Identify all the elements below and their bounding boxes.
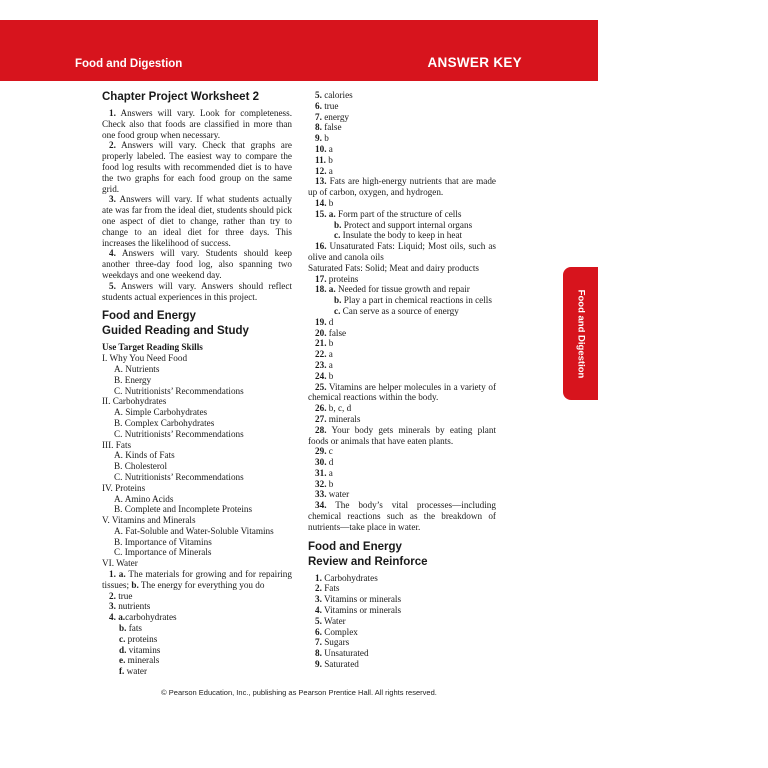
answer-item-text: b [328, 154, 333, 165]
answer-item [308, 479, 496, 490]
answer-14: 14. b [315, 197, 334, 208]
review-item [308, 648, 496, 659]
answer-item [308, 446, 496, 457]
review-item-num: 4. [315, 605, 322, 616]
worksheet-item-text: Answers will vary. If what students actually ate was far from the ideal diet, students should pick one aspect of diet to change, rather than try to change to an ideal diet for three days. This increases the likelihood of success. [102, 194, 292, 248]
q4-part-letter: f. [119, 666, 125, 677]
answer-16: 16. Unsaturated Fats: Liquid; Most oils, such as olive and canola oils [308, 241, 497, 262]
review-item [308, 659, 496, 670]
review-item-text: Fats [324, 583, 340, 594]
answer-item [308, 360, 496, 371]
q4-part-text: water [126, 666, 148, 677]
answer-item-num: 7. [315, 111, 322, 122]
review-item-num: 7. [315, 637, 322, 648]
review-item [308, 616, 496, 627]
outline-line: B. Complex Carbohydrates [114, 417, 215, 428]
answer-item-num: 11. [315, 154, 326, 165]
worksheet-item-num: 3. [109, 194, 116, 205]
review-item-num: 1. [315, 572, 322, 583]
answer-item [308, 468, 496, 479]
review-item [308, 583, 496, 594]
review-item-text: Saturated [324, 659, 359, 670]
outline-line: C. Importance of Minerals [114, 547, 212, 558]
answer-item [308, 457, 496, 468]
answer-17: 17. proteins [315, 273, 359, 284]
review-item [308, 637, 496, 648]
q4-part-letter: b. [119, 623, 127, 634]
outline-line: A. Nutrients [114, 363, 160, 374]
review-items [308, 573, 496, 670]
review-item-text: Water [324, 615, 346, 626]
answer-item [308, 371, 496, 382]
review-item-text: Complex [324, 626, 358, 637]
q4-part-text: vitamins [128, 644, 161, 655]
answer-27: 27. minerals [315, 413, 361, 424]
q4-part [102, 645, 292, 656]
guided-q2: 2. true [109, 590, 133, 601]
answer-item-text: b [324, 133, 329, 144]
outline-line: C. Nutritionists’ Recommendations [114, 428, 244, 439]
outline-line: IV. Proteins [102, 482, 146, 493]
q4-part-letter: c. [119, 633, 126, 644]
outline-line: A. Simple Carbohydrates [114, 407, 208, 418]
guided-q1: 1. a. The materials for growing and for repairing tissues; b. The energy for everything you do [102, 569, 292, 590]
answer-item [308, 317, 496, 328]
answer-item-num: 20. [315, 327, 327, 338]
answer-item [308, 101, 496, 112]
review-title-1: Food and Energy [308, 540, 402, 553]
answer-item [308, 338, 496, 349]
answer-item-num: 19. [315, 316, 327, 327]
answer-item-num: 9. [315, 133, 322, 144]
q4-part-letter: d. [119, 644, 127, 655]
answer-15b: b. Protect and support internal organs [334, 219, 473, 230]
answer-item-text: a [328, 467, 333, 478]
answer-item-text: calories [324, 90, 353, 100]
skills-label: Use Target Reading Skills [102, 342, 203, 353]
outline-line: VI. Water [102, 558, 138, 569]
answer-34: 34. The body’s vital processes—including chemical reactions such as the breakdown of nutrients—take place in water. [308, 500, 496, 532]
worksheet-item [102, 194, 292, 248]
worksheet-item [102, 248, 292, 280]
q4-part-text: minerals [127, 655, 160, 666]
answer-item-num: 10. [315, 143, 327, 154]
guided-q3: 3. nutrients [109, 601, 151, 612]
worksheet-title: Chapter Project Worksheet 2 [102, 91, 260, 103]
worksheet-item-text: Answers will vary. Answers should reflect students actual experiences in this project. [102, 280, 292, 302]
outline-line: III. Fats [102, 439, 132, 450]
outline-line: B. Complete and Incomplete Proteins [114, 504, 253, 515]
outline-line: B. Importance of Vitamins [114, 536, 212, 547]
answer-item-num: 24. [315, 370, 327, 381]
answers-5-12 [308, 90, 496, 176]
outline-line: II. Carbohydrates [102, 396, 167, 407]
side-tab-label: Food and Digestion [575, 289, 586, 378]
outline-line: B. Energy [114, 374, 152, 385]
answer-item-num: 6. [315, 100, 322, 111]
answer-item [308, 349, 496, 360]
worksheet-item-num: 5. [109, 280, 116, 291]
copyright-footer: © Pearson Education, Inc., publishing as Pearson Prentice Hall. All rights reserved. [161, 688, 437, 697]
answer-item-num: 8. [315, 122, 322, 133]
answer-item [308, 166, 496, 177]
header-banner [0, 20, 598, 81]
guided-q4-parts [102, 623, 292, 677]
review-item-text: Unsaturated [324, 648, 369, 659]
worksheet-item-num: 2. [109, 140, 116, 151]
answer-item-text: c [328, 446, 333, 457]
q4-part [102, 655, 292, 666]
review-item [308, 573, 496, 584]
outline-line: A. Kinds of Fats [114, 450, 175, 461]
review-item-num: 8. [315, 648, 322, 659]
outline-line: A. Fat-Soluble and Water-Soluble Vitamins [114, 525, 274, 536]
answer-15c: c. Insulate the body to keep in heat [334, 230, 463, 241]
answer-item-num: 22. [315, 349, 327, 360]
answer-16-saturated: Saturated Fats: Solid; Meat and dairy products [308, 262, 479, 273]
answers-29-33 [308, 446, 496, 500]
worksheet-item [102, 108, 292, 140]
answer-item-text: a [328, 143, 333, 154]
answer-item-text: a [328, 359, 333, 370]
review-title-2: Review and Reinforce [308, 555, 428, 568]
answer-item [308, 144, 496, 155]
review-item [308, 627, 496, 638]
answer-18b: b. Play a part in chemical reactions in cells [334, 295, 492, 306]
answers-19-24 [308, 317, 496, 382]
answer-item-text: b [328, 478, 334, 489]
answer-item-text: true [324, 100, 339, 111]
answer-25: 25. Vitamins are helper molecules in a variety of chemical reactions within the body. [308, 381, 497, 403]
answer-item-num: 32. [315, 478, 327, 489]
answer-15: 15. a. Form part of the structure of cells [315, 208, 462, 219]
review-item-num: 6. [315, 626, 322, 637]
answer-item [308, 489, 496, 500]
outline-line: C. Nutritionists’ Recommendations [114, 471, 244, 482]
q4-part-text: proteins [127, 633, 158, 644]
guided-q4: 4. a.carbohydrates [109, 612, 177, 623]
answer-item-num: 31. [315, 467, 327, 478]
answer-item [308, 112, 496, 123]
review-item-num: 5. [315, 615, 322, 626]
answer-item-num: 30. [315, 457, 327, 468]
answer-item-text: d [328, 457, 334, 468]
answer-item-text: energy [324, 111, 350, 122]
outline-line: C. Nutritionists’ Recommendations [114, 385, 244, 396]
review-item [308, 594, 496, 605]
q4-part [102, 666, 292, 677]
outline-line: B. Cholesterol [114, 461, 168, 472]
worksheet-item [102, 140, 292, 194]
answer-item-text: a [328, 165, 333, 176]
guided-title-2: Guided Reading and Study [102, 325, 249, 338]
answer-item-num: 29. [315, 446, 327, 457]
answer-26: 26. b, c, d [315, 403, 352, 414]
side-tab [563, 267, 598, 400]
answer-key-label: ANSWER KEY [427, 55, 522, 70]
answer-item-num: 23. [315, 359, 327, 370]
answer-item [308, 122, 496, 133]
answer-item-num: 12. [315, 165, 327, 176]
review-item-num: 3. [315, 594, 322, 605]
guided-title-1: Food and Energy [102, 310, 196, 323]
outline [102, 353, 292, 569]
worksheet-item-text: Answers will vary. Students should keep another three-day food log, also spanning two weekdays and one weekend day. [102, 248, 292, 280]
answer-item [308, 90, 496, 101]
worksheet-items [102, 108, 292, 302]
answer-item [308, 328, 496, 339]
review-item-num: 2. [315, 583, 322, 594]
q4-part [102, 623, 292, 634]
answer-13: 13. Fats are high-energy nutrients that are made up of carbon, oxygen, and hydrogen. [308, 176, 497, 198]
outline-line: V. Vitamins and Minerals [102, 515, 196, 526]
answer-item-text: false [328, 327, 347, 338]
right-column [308, 90, 496, 670]
answer-item-text: water [328, 489, 350, 500]
left-column [102, 90, 292, 677]
answer-item-text: b [328, 338, 334, 349]
worksheet-item-text: Answers will vary. Look for completeness. Check also that foods are classified in more than one food group when necessary. [102, 108, 292, 140]
answer-item-text: b [328, 370, 334, 381]
worksheet-item-text: Answers will vary. Check that graphs are properly labeled. The easiest way to compare the food log results with recommended diet is to have the two graphs for each food group on the same grid. [102, 140, 292, 194]
review-item-text: Vitamins or minerals [324, 605, 402, 616]
worksheet-item-num: 1. [109, 108, 116, 118]
q4-part-letter: e. [119, 655, 126, 666]
answer-item-num: 33. [315, 489, 327, 500]
outline-line: A. Amino Acids [114, 493, 174, 504]
answer-item-num: 5. [315, 90, 322, 100]
answer-item-text: a [328, 349, 333, 360]
review-item-text: Sugars [324, 637, 350, 648]
review-item [308, 605, 496, 616]
outline-line: I. Why You Need Food [102, 353, 188, 364]
q4-part-text: fats [128, 623, 142, 634]
answer-28: 28. Your body gets minerals by eating plant foods or animals that have eaten plants. [308, 424, 496, 446]
q4-part [102, 634, 292, 645]
answer-18: 18. a. Needed for tissue growth and repair [315, 284, 470, 295]
answer-item-text: d [328, 316, 334, 327]
answer-item-num: 21. [315, 338, 327, 349]
answer-18c: c. Can serve as a source of energy [334, 305, 459, 316]
answer-item [308, 155, 496, 166]
worksheet-item [102, 281, 292, 303]
section-title: Food and Digestion [75, 58, 183, 70]
review-item-num: 9. [315, 659, 322, 670]
review-item-text: Carbohydrates [324, 572, 378, 583]
answer-item [308, 133, 496, 144]
worksheet-item-num: 4. [109, 248, 116, 259]
review-item-text: Vitamins or minerals [324, 594, 402, 605]
answer-item-text: false [324, 122, 342, 133]
